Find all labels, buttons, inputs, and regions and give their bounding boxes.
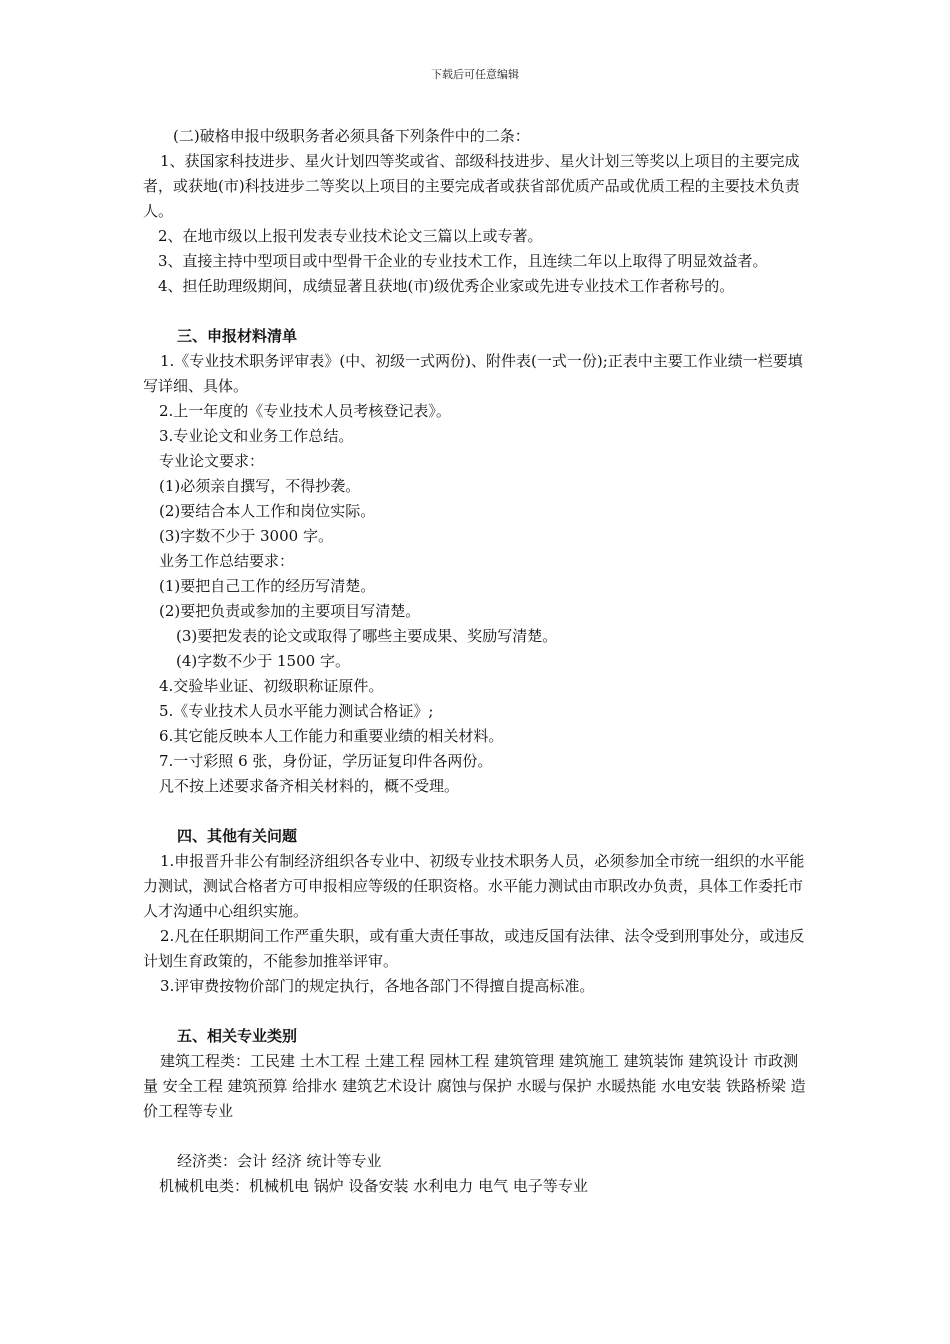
blank-line bbox=[143, 1124, 809, 1149]
section3-line-2: 2.上一年度的《专业技术人员考核登记表》。 bbox=[159, 402, 451, 420]
document-body bbox=[143, 124, 809, 1199]
section4-item-1: 1.申报晋升非公有制经济组织各专业中、初级专业技术职务人员，必须参加全市统一组织的水平能力测试，测试合格者方可申报相应等级的任职资格。水平能力测试由市职改办负责，具体工作委托市人才沟通中心组织实施。 bbox=[143, 852, 805, 920]
section3-line-13: 4.交验毕业证、初级职称证原件。 bbox=[159, 677, 384, 695]
section3-line-8: 业务工作总结要求： bbox=[159, 552, 295, 570]
section3-line-9: (1)要把自己工作的经历写清楚。 bbox=[159, 577, 376, 595]
section3-line-15: 6.其它能反映本人工作能力和重要业绩的相关材料。 bbox=[159, 727, 504, 745]
section3-line-5: (1)必须亲自撰写，不得抄袭。 bbox=[159, 477, 361, 495]
section4-item-3: 3.评审费按物价部门的规定执行，各地各部门不得擅自提高标准。 bbox=[160, 977, 595, 995]
section3-line-12: (4)字数不少于 1500 字。 bbox=[176, 652, 350, 670]
section2-item-3: 3、直接主持中型项目或中型骨干企业的专业技术工作，且连续二年以上取得了明显效益者。 bbox=[158, 252, 768, 270]
section3-line-17: 凡不按上述要求备齐相关材料的，概不受理。 bbox=[159, 777, 460, 795]
section5-heading: 五、相关专业类别 bbox=[177, 1027, 298, 1045]
page-header: 下载后可任意编辑 bbox=[431, 68, 519, 81]
section3-line-1: 1.《专业技术职务评审表》(中、初级一式两份)、附件表(一式一份);正表中主要工作业绩一栏要填写详细、具体。 bbox=[143, 352, 803, 395]
section3-line-16: 7.一寸彩照 6 张，身份证，学历证复印件各两份。 bbox=[159, 752, 493, 770]
section2-intro: (二)破格申报中级职务者必须具备下列条件中的二条： bbox=[173, 127, 530, 145]
section3-line-10: (2)要把负责或参加的主要项目写清楚。 bbox=[159, 602, 421, 620]
section2-item-4: 4、担任助理级期间，成绩显著且获地(市)级优秀企业家或先进专业技术工作者称号的。 bbox=[158, 277, 735, 295]
economics-category: 经济类：会计 经济 统计等专业 bbox=[177, 1152, 382, 1170]
section3-line-14: 5.《专业技术人员水平能力测试合格证》; bbox=[159, 702, 434, 720]
section3-line-7: (3)字数不少于 3000 字。 bbox=[159, 527, 333, 545]
section4-heading: 四、其他有关问题 bbox=[177, 827, 298, 845]
section2-item-2: 2、在地市级以上报刊发表专业技术论文三篇以上或专著。 bbox=[158, 227, 543, 245]
construction-category: 建筑工程类：工民建 土木工程 土建工程 园林工程 建筑管理 建筑施工 建筑装饰 建筑设计 市政测量 安全工程 建筑预算 给排水 建筑艺术设计 腐蚀与保护 水暖与保护 水暖热能 水电安装 铁路桥梁 造价工程等专业 bbox=[143, 1052, 806, 1120]
section3-line-3: 3.专业论文和业务工作总结。 bbox=[159, 427, 354, 445]
section3-line-6: (2)要结合本人工作和岗位实际。 bbox=[159, 502, 376, 520]
section2-item-1: 1、获国家科技进步、星火计划四等奖或省、部级科技进步、星火计划三等奖以上项目的主要完成者，或获地(市)科技进步二等奖以上项目的主要完成者或获省部优质产品或优质工程的主要技术负责人。 bbox=[143, 152, 800, 220]
section3-line-11: (3)要把发表的论文或取得了哪些主要成果、奖励写清楚。 bbox=[176, 627, 558, 645]
mechanical-category: 机械机电类：机械机电 锅炉 设备安装 水利电力 电气 电子等专业 bbox=[159, 1177, 588, 1195]
section3-line-4: 专业论文要求： bbox=[159, 452, 265, 470]
section4-item-2: 2.凡在任职期间工作严重失职，或有重大责任事故，或违反国有法律、法令受到刑事处分，或违反计划生育政策的，不能参加推举评审。 bbox=[143, 927, 805, 970]
section3-heading: 三、申报材料清单 bbox=[177, 327, 298, 345]
